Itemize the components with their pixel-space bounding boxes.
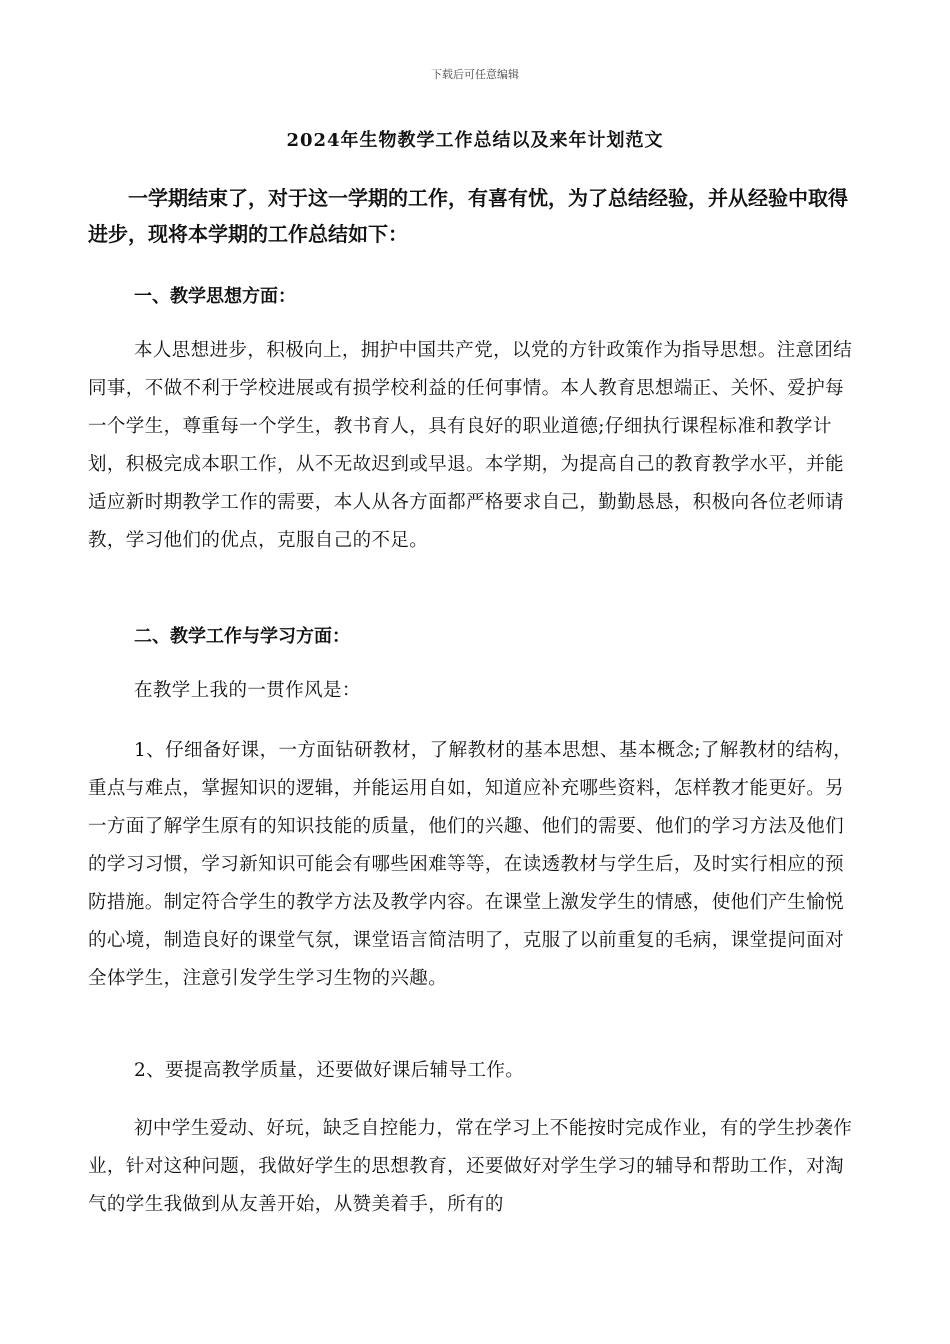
section-2-item-2-paragraph: 初中学生爱动、好玩，缺乏自控能力，常在学习上不能按时完成作业，有的学生抄袭作业，针对这种问题，我做好学生的思想教育，还要做好对学生学习的辅导和帮助工作，对淘气的学生我做到从友善开始，从赞美着手，所有的 — [88, 1118, 853, 1215]
section-2-item-1: 1、仔细备好课，一方面钻研教材，了解教材的基本思想、基本概念;了解教材的结构，重点与难点，掌握知识的逻辑，并能运用自如，知道应补充哪些资料，怎样教才能更好。另一方面了解学生原有的知识技能的质量，他们的兴趣、他们的需要、他们的学习方法及他们的学习习惯，学习新知识可能会有哪些困难等等，在读透教材与学生后，及时实行相应的预防措施。制定符合学生的教学方法及教学内容。在课堂上激发学生的情感，使他们产生愉悦的心境，制造良好的课堂气氛，课堂语言简洁明了，克服了以前重复的毛病，课堂提问面对全体学生，注意引发学生学习生物的兴趣。 — [88, 740, 853, 989]
document-title: 2024年生物教学工作总结以及来年计划范文 — [286, 130, 664, 151]
section-2-lead: 在教学上我的一贯作风是： — [134, 680, 361, 701]
page-header-note: 下载后可任意编辑 — [431, 68, 519, 81]
section-1-paragraph: 本人思想进步，积极向上，拥护中国共产党，以党的方针政策作为指导思想。注意团结同事，不做不利于学校进展或有损学校利益的任何事情。本人教育思想端正、关怀、爱护每一个学生，尊重每一个学生，教书育人，具有良好的职业道德;仔细执行课程标准和教学计划，积极完成本职工作，从不无故迟到或早退。本学期，为提高自己的教育教学水平，并能适应新时期教学工作的需要，本人从各方面都严格要求自己，勤勤恳恳，积极向各位老师请教，学习他们的优点，克服自己的不足。 — [88, 340, 853, 551]
section-heading-2: 二、教学工作与学习方面： — [134, 626, 350, 647]
section-heading-1: 一、教学思想方面： — [134, 286, 296, 307]
section-2-item-2: 2、要提高教学质量，还要做好课后辅导工作。 — [134, 1060, 525, 1081]
intro-paragraph: 一学期结束了，对于这一学期的工作，有喜有忧，为了总结经验，并从经验中取得进步，现将本学期的工作总结如下： — [88, 186, 848, 246]
